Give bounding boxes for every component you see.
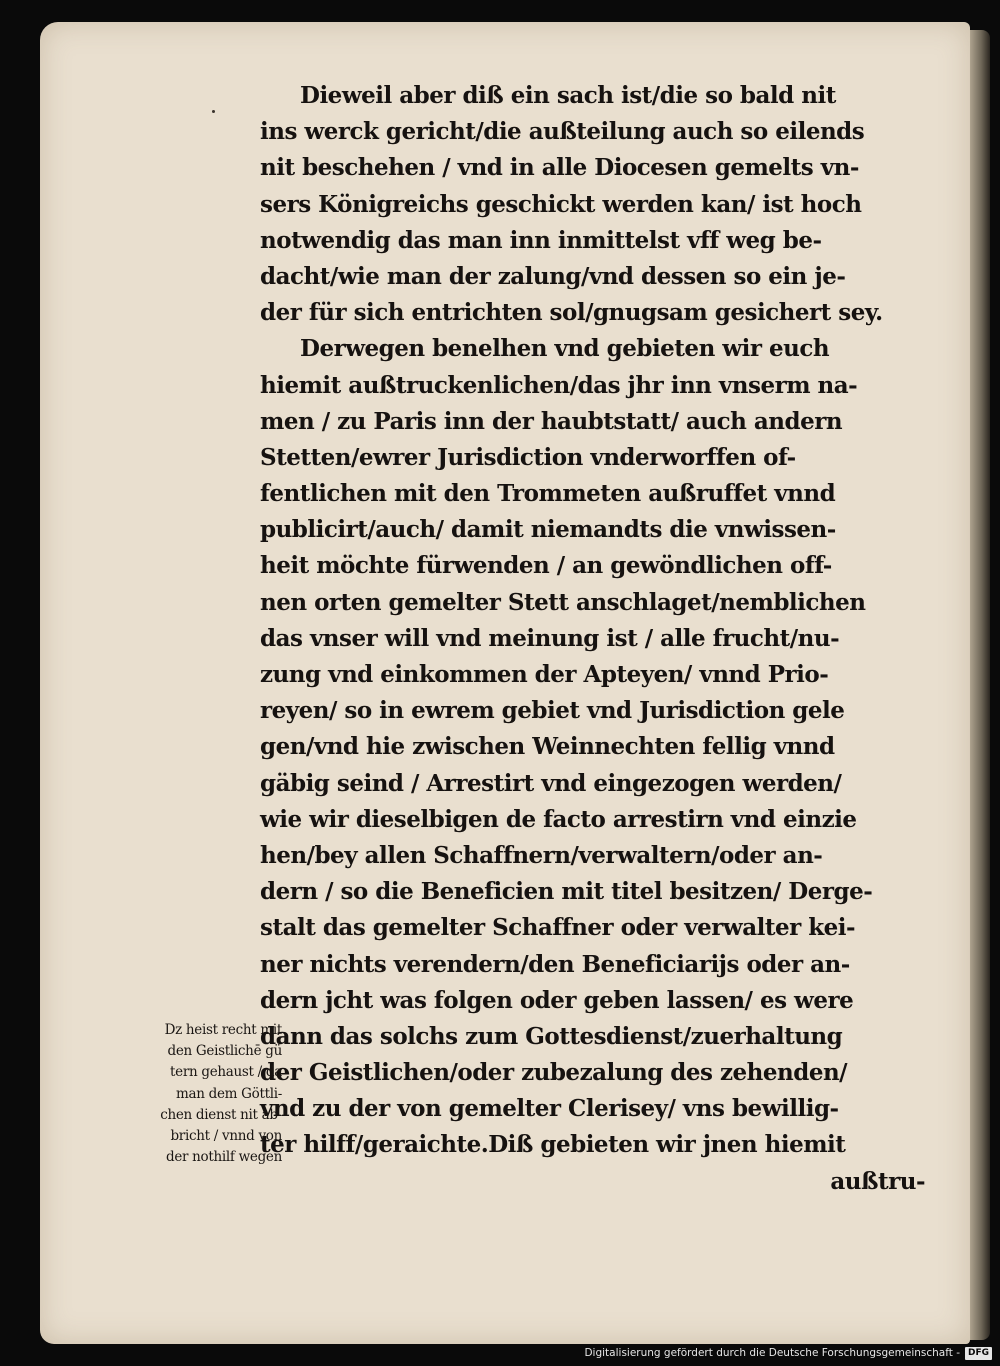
text-line: Dieweil aber diß ein sach ist/die so bald nit <box>300 82 836 109</box>
text-line: Stetten/ewrer Jurisdiction vnderworffen of- <box>260 443 796 471</box>
text-line: vnd zu der von gemelter Clerisey/ vns bewillig- <box>260 1095 839 1123</box>
margin-line: tern gehaust / da <box>170 1064 282 1081</box>
text-line: der Geistlichen/oder zubezalung des zehenden/ <box>260 1059 848 1087</box>
text-line: ins werck gericht/die außteilung auch so eilends <box>260 118 865 146</box>
text-line: heit möchte fürwenden / an gewöndlichen off- <box>260 552 832 580</box>
text-line: dern jcht was folgen oder geben lassen/ es were <box>260 986 854 1014</box>
margin-line: den Geistlichē gü <box>167 1043 282 1060</box>
digitization-credit <box>584 1344 992 1362</box>
main-text-block <box>260 78 925 1200</box>
margin-line: man dem Göttli- <box>175 1085 282 1102</box>
text-line: publicirt/auch/ damit niemandts die vnwissen- <box>260 516 836 544</box>
text-line: ter hilff/geraichte.Diß gebieten wir jnen hiemit <box>260 1131 846 1159</box>
margin-line: chen dienst nit ab- <box>160 1106 282 1123</box>
text-line: das vnser will vnd meinung ist / alle frucht/nu- <box>260 624 840 652</box>
text-line: men / zu Paris inn der haubtstatt/ auch andern <box>260 407 843 435</box>
text-line: der für sich entrichten sol/gnugsam gesichert sey. <box>260 299 883 327</box>
text-line: sers Königreichs geschickt werden kan/ ist hoch <box>260 190 862 218</box>
text-line: nit beschehen / vnd in alle Diocesen gemelts vn- <box>260 154 859 182</box>
ink-mark <box>212 110 215 113</box>
text-line: nen orten gemelter Stett anschlaget/nemblichen <box>260 588 866 616</box>
text-line: Derwegen benelhen vnd gebieten wir euch <box>300 335 830 363</box>
margin-line: Dz heist recht mit <box>164 1022 282 1038</box>
margin-line: der nothilf wegen <box>165 1149 282 1166</box>
text-line: fentlichen mit den Trommeten außruffet vnnd <box>260 480 836 508</box>
margin-line: bricht / vnnd von <box>170 1127 282 1144</box>
text-line: ner nichts verendern/den Beneficiarijs oder an- <box>260 950 850 978</box>
text-line: gen/vnd hie zwischen Weinnechten fellig vnnd <box>260 733 835 761</box>
catchword: außtru- <box>830 1167 925 1195</box>
text-line: stalt das gemelter Schaffner oder verwalter kei- <box>260 914 856 942</box>
text-line: reyen/ so in ewrem gebiet vnd Jurisdiction gele <box>260 697 845 725</box>
marginal-note <box>82 1020 282 1168</box>
text-line: notwendig das man inn inmittelst vff weg be- <box>260 226 822 254</box>
text-line: hiemit außtruckenlichen/das jhr inn vnserm na- <box>260 371 858 399</box>
page-edge-shadow <box>968 30 990 1340</box>
text-line: dacht/wie man der zalung/vnd dessen so ein je- <box>260 262 846 290</box>
text-line: dern / so die Beneficien mit titel besitzen/ Derge- <box>260 878 873 906</box>
text-line: zung vnd einkommen der Apteyen/ vnnd Prio- <box>260 661 829 688</box>
text-line: hen/bey allen Schaffnern/verwaltern/oder an- <box>260 841 823 869</box>
text-line: gäbig seind / Arrestirt vnd eingezogen werden/ <box>260 769 842 797</box>
text-line: wie wir dieselbigen de facto arrestirn vnd einzie <box>260 805 857 833</box>
credit-text: Digitalisierung gefördert durch die Deutsche Forschungsgemeinschaft - <box>584 1347 960 1359</box>
text-line: dann das solchs zum Gottesdienst/zuerhaltung <box>260 1022 843 1050</box>
dfg-logo: DFG <box>965 1347 992 1360</box>
